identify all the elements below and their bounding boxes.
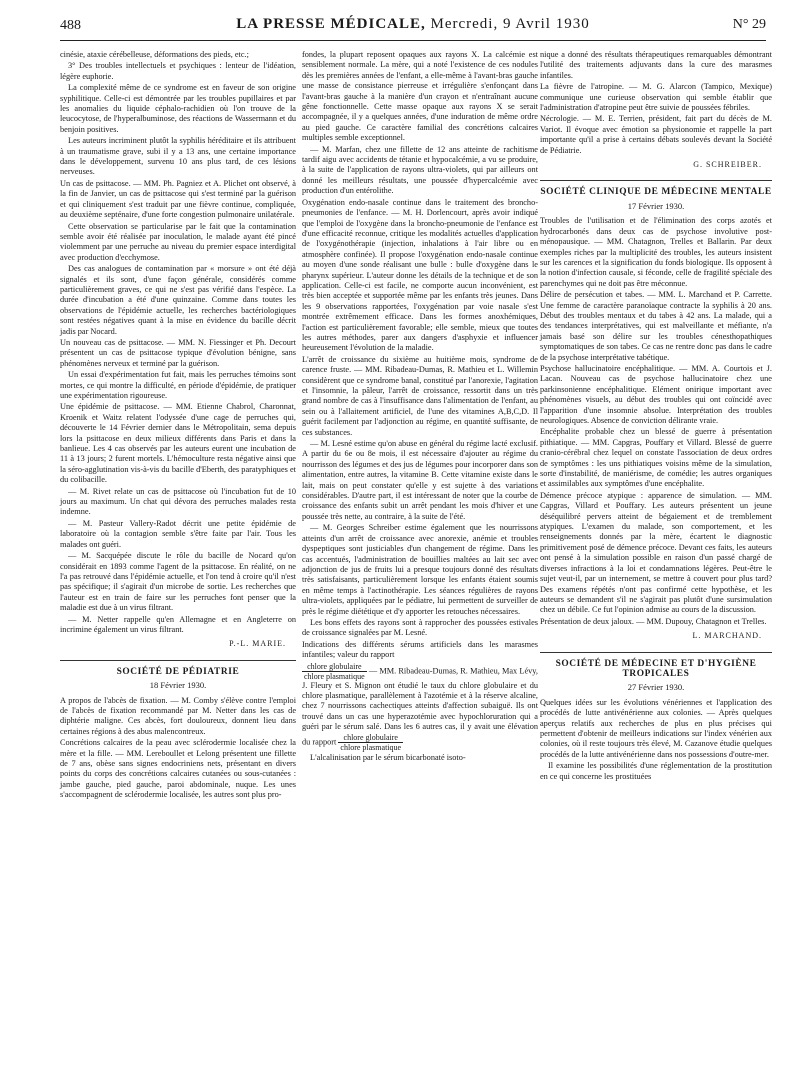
col2-paragraphs <box>302 50 538 661</box>
paragraph: — M. Georges Schreiber estime également que les nourrissons atteints d'un arrêt de croissance avec anorexie, anémie et troubles dyspeptiques sont justiciables d'un changement de régime. Dans les cas accentués, l'administration de bouillies maltées au lait sec avec adjonction de jus de fruits lui a presque toujours donné des résultats très satisfaisants, particulièrement lorsque les enfants étaient soumis en même temps à l'actinothérapie. Les séances régulières de rayons ultra-violets, appliquées par le pédiatre, lui permettent de surveiller de près le régime diététique et d'y apporter les retouches nécessaires. <box>302 523 538 616</box>
journal-title: LA PRESSE MÉDICALE, <box>236 16 426 32</box>
paragraph: Une épidémie de psittacose. — MM. Etienne Chabrol, Charonnat, Kroenik et Waitz relatent l'odyssée d'une cage de perruches qui, découverte le 14 Février dernier dans le Métropolitain, sema depuis lors la psittacose en deux milieux différents dans Paris et dans la banlieue. Les 4 cas observés par les auteurs eurent une incubation de 11 à 13 jours; 2 furent mortels. L'hémoculture resta négative ainsi que la séro-agglutination vis-à-vis du bacille d'Eberth, des paratyphiques et du colibacille. <box>60 402 296 485</box>
signature-marchand: L. MARCHAND. <box>692 631 762 641</box>
paragraph: 3° Des troubles intellectuels et psychiques : lenteur de l'idéation, légère euphorie. <box>60 61 296 81</box>
paragraph: nique a donné des résultats thérapeutiques remarquables démontrant l'utilité des traitements adjuvants dans la cure des marasmes infantiles. <box>540 50 772 80</box>
paragraph: Il examine les possibilités d'une réglementation de la prostitution en ce qui concerne les prostituées <box>540 761 772 781</box>
paragraph: cinésie, ataxie cérébelleuse, déformations des pieds, etc.; <box>60 50 249 59</box>
section-title-tropicales: SOCIÉTÉ DE MÉDECINE ET D'HYGIÈNE TROPICALES <box>540 652 772 680</box>
paragraph: Troubles de l'utilisation et de l'élimination des corps azotés et hydrocarbonés dans deux cas de psychose involutive post-ménopausique. — MM. Chatagnon, Trelles et Ballarin. Par deux exemples riches par la multiplicité des troubles, les auteurs insistent sur les carences et la signification du fonds biologique. Ils opposent à la notion d'infection causale, si féconde, celle de fragilité spéciale des parenchymes qui ne doit pas être méconnue. <box>540 216 772 288</box>
issue-date: Mercredi, 9 Avril 1930 <box>430 16 590 32</box>
signature-schreiber: G. SCHREIBER. <box>693 160 762 170</box>
paragraph: Présentation de deux jaloux. — MM. Dupouy, Chatagnon et Trelles. <box>540 616 767 626</box>
paragraph: La fièvre de l'atropine. — M. G. Alarcon (Tampico, Mexique) communique une curieuse observation qui semble établir que l'administration d'atropine peut être suivie de poussées fébriles. <box>540 82 772 113</box>
paragraph: Les bons effets des rayons sont à rapprocher des poussées estivales de croissance signalées par M. Lesné. <box>302 617 538 638</box>
paragraph: Quelques idées sur les évolutions vénériennes et l'application des procédés de lutte antivénérienne aux colonies. — Après quelques aperçus relatifs aux recherches de plus en plus précises qui permettent d'obtenir de meilleurs indications sur l'index vénérien aux colonies, où il reste toujours très élevé, M. Cazanove étudie quelques procédés de la lutte antivénérienne dans nos possessions d'outre-mer. <box>540 697 772 759</box>
section-date-mentale: 17 Février 1930. <box>627 200 685 211</box>
paragraph: Nécrologie. — M. E. Terrien, président, fait part du décès de M. Variot. Il évoque avec émotion sa physionomie et rappelle la part importante qu'il a prise à certains débats soulevés devant la Société de Pédiatrie. <box>540 114 772 155</box>
ratio-paragraph: $\frac{\text{chlore globulaire}}{\text{chlore plasmatique}}$ — MM. Ribadeau-Dumas, R. Mathieu, Max Lévy, J. Fleury et S. Mignon ont étudié le taux du chlore globulaire et du chlore plasmatique, parallèlement à l'azotémie et à la réserve alcaline, chez 7 nourrissons cachectiques atteints d'affection subaiguë. Ils ont trouvé dans un cas une hyperazotémie avec hypochloruration qui a guéri par le sérum salé. Dans les 6 autres cas, il y avait une élévation du rapport $\frac{\text{chlore globulaire}}{\text{chlore plasmatique}}$ <box>302 661 538 752</box>
ratio-fraction-1: $\frac{\text{chlore globulaire}}{\text{chlore plasmatique}}$ <box>304 661 365 681</box>
paragraph: — M. Rivet relate un cas de psittacose où l'incubation fut de 10 jours au maximum. Un chat qui dévora des perruches malades resta indemne. <box>60 486 296 517</box>
paragraph: Indications des différents sérums artificiels dans les marasmes infantiles; valeur du rapport <box>302 639 538 660</box>
paragraph: — M. Sacquépée discute le rôle du bacille de Nocard qu'on considérait en 1893 comme l'agent de la psittacose. En réalité, on ne l'a pas retrouvé dans l'épidémie actuelle, et l'on tend à croire qu'il n'est pas spécifique; il s'agirait d'un microbe de sortie. Les recherches que l'auteur est en train de faire sur les perruches font penser que la maladie est due à un virus filtrant. <box>60 551 296 613</box>
col3-paragraphs <box>540 50 772 156</box>
paragraph: Démence précoce atypique : apparence de simulation. — MM. Capgras, Villard et Pouffary. Les auteurs présentent un jeune déséquilibré pervers atteint de bégaiement et de tremblement atypiques. L'examen du malade, son comportement, et les renseignements donnés par la mère, écartent le diagnostic primitivement posé de démence précoce. Devant ces faits, les auteurs ont pensé à la simulation possible en raison d'un passé chargé de diverses infractions à la loi et condamnations légères. Peut-être le sujet veut-il, par un internement, se mettre à couvert pour plus tard? Des examens répétés n'ont pas confirmé cette hypothèse, et les auteurs se demandent s'il ne s'agirait pas plutôt d'une sursimulation chez un débile. Ce fut l'opinion admise au cours de la discussion. <box>540 490 772 615</box>
col3b-paragraphs <box>540 216 772 627</box>
paragraph: — M. Lesné estime qu'on abuse en général du régime lacté exclusif. A partir du 6e ou 8e mois, il est nécessaire d'ajouter au régime du nourrisson des légumes et des jus de légumes pour incorporer dans son alimentation, entre autres, la vitamine B. Cette vitamine existe dans le lait, mais on peut constater qu'elle y est sujette à des variations considérables. D'autre part, il est intéressant de noter que la courbe de croissance des enfants subit un arrêt pendant les mois d'hiver et une poussée très nette, au contraire, à la suite de l'été. <box>302 439 538 521</box>
ratio-fraction-2: $\frac{\text{chlore globulaire}}{\text{chlore plasmatique}}$ <box>340 732 402 752</box>
paragraph: Un nouveau cas de psittacose. — MM. N. Fiessinger et Ph. Decourt présentent un cas de psittacose typique d'évolution bénigne, sans phénomènes nerveux et terminé par la guérison. <box>60 337 296 368</box>
paragraph: Encéphalite probable chez un blessé de guerre à présentation pithiatique. — MM. Capgras, Pouffary et Villard. Blessé de guerre cranio-cérébral chez lequel on constate l'association de deux ordres de symptômes : les uns pithiatiques voisins même de la simulation, sorte d'instabilité, de maniérisme, de comédie; les autres organiques et assimilables aux symptômes d'une encéphalite. <box>540 427 772 489</box>
paragraph: fondes, la plupart reposent opaques aux rayons X. La calcémie est sensiblement normale. La mère, qui a noté l'existence de ces nodules dès les premières années de l'enfant, a elle-même à l'avant-bras gauche une masse de consistance pierreuse et irrégulière s'enfonçant dans l'avant-bras gauche à la manière d'un crayon et n'entraînant aucune gêne fonctionnelle. Cette masse opaque aux rayons X se serait accompagnée, il y a quelques années, d'une induration de même ordre au pied gauche. Ce caractère familial des concrétions calcaires multiples semble exceptionnel. <box>302 50 538 143</box>
column-3 <box>540 50 772 783</box>
paragraph: Oxygénation endo-nasale continue dans le traitement des broncho-pneumonies de l'enfance. — M. H. Dorlencourt, après avoir indiqué que l'emploi de l'oxygène dans la broncho-pneumonie de l'enfance est d'une efficacité reconnue, critique les modalités actuelles d'application de l'oxygénothérapie (injection, inhalations à l'air libre ou en atmosphère confinée). Il propose l'oxygénation endo-nasale continue au moyen d'une sonde réalisant une bulle : bulle d'oxygène dans le pharynx supérieur. L'auteur donne les détails de la technique et de son application. Celle-ci est facile, ne comporte aucun inconvénient, est très bien acceptée et supportée même par les enfants très jeunes. Dans les 9 observations rapportées, l'oxygénation par voie nasale s'est montrée extrêmement efficace. Dans les formes anoxhémiques, l'action est particulièrement favorable; elle semble, mieux que toutes les autres méthodes, parer aux dangers d'asphyxie et influencer heureusement l'évolution de la maladie. <box>302 197 538 353</box>
col1-paragraphs <box>60 50 296 635</box>
column-2 <box>302 50 538 764</box>
paragraph: Les auteurs incriminent plutôt la syphilis héréditaire et ils attribuent à un traumatisme grave, subi il y a 13 ans, une certaine importance dans le développement, survenu 10 ans plus tard, de ces lésions nerveuses. <box>60 136 296 177</box>
paragraph: Délire de persécution et tabes. — MM. L. Marchand et P. Carrette. Une femme de caractère paranoïaque contracte la syphilis à 20 ans. Début des troubles mentaux et du tabes à 42 ans. La malade, qui a des tendances interprétatives, qui est malveillante et méfiante, n'a jamais basé son délire sur les troubles cénesthopathiques symptomatiques de son tabes. Ce cas ne rentre donc pas dans le cadre de la psychose interprétative tabétique. <box>540 290 772 362</box>
signature-marie: P.-L. MARIE. <box>229 639 286 649</box>
paragraph: Psychose hallucinatoire encéphalitique. — MM. A. Courtois et J. Lacan. Nouveau cas de psychose hallucinatoire chez une parkinsonienne encéphalitique. Elément onirique important avec phénomènes visuels, au début des troubles qui ont coïncidé avec l'apparition d'une insomnie absolue. Interprétation des troubles neurologiques. Absence de conviction délirante vraie. <box>540 363 772 425</box>
col1b-paragraphs <box>60 696 296 801</box>
page-header <box>60 14 766 41</box>
paragraph: Des cas analogues de contamination par « morsure » ont été déjà signalés et ils sont, d'une façon générale, considérés comme particulièrement graves, ce qui ne s'est pas vérifié dans l'espèce. La durée d'incubation a été d'une quinzaine. Comme dans toutes les observations de l'épidémie actuelle, les recherches bactériologiques sont restées négatives quant à la mise en évidence du bacille décrit jadis par Nocard. <box>60 264 296 336</box>
paragraph: A propos de l'abcès de fixation. — M. Comby s'élève contre l'emploi de l'abcès de fixation recommandé par M. Netter dans les cas de diphtérie maligne. Ces abcès, fort douloureux, donnent lieu dans certaines régions à des abus malencontreux. <box>60 695 296 736</box>
page-number: 488 <box>60 18 81 33</box>
section-title-mentale: SOCIÉTÉ CLINIQUE DE MÉDECINE MENTALE <box>540 180 772 197</box>
paragraph: La complexité même de ce syndrome est en faveur de son origine syphilitique. Celle-ci est démontrée par les troubles pupillaires et par les anomalies du liquide céphalo-rachidien où l'on trouve de la leucocytose, de l'hyperalbuminose, des réactions de Wassermann et du benjoin positives. <box>60 83 296 134</box>
issue-number: N° 29 <box>732 17 766 32</box>
col3c-paragraphs <box>540 698 772 782</box>
column-1 <box>60 50 296 802</box>
col2-last-line: L'alcalinisation par le sérum bicarbonaté isoto- <box>310 752 466 762</box>
section-date-pediatrie: 18 Février 1930. <box>149 680 207 691</box>
paragraph: — M. Netter rappelle qu'en Allemagne et en Angleterre on incrimine également un virus filtrant. <box>60 614 296 634</box>
paragraph: L'arrêt de croissance du sixième au huitième mois, syndrome de carence fruste. — MM. Ribadeau-Dumas, R. Mathieu et L. Willemin considèrent que ce syndrome banal, constitué par l'anorexie, l'agitation et l'insomnie, la pâleur, l'arrêt de croissance, ressortit dans un très grand nombre de cas à l'insuffisance dans l'alimentation de l'enfant, au sein ou à l'allaitement artificiel, de l'une des vitamines A,B,C,D. Il guérit facilement par l'adjonction au régime, en quantité suffisante, de ces substances. <box>302 354 538 437</box>
paragraph: Un essai d'expérimentation fut fait, mais les perruches témoins sont mortes, ce qui montre la difficulté, en période d'épidémie, de pratiquer une expérimentation rigoureuse. <box>60 370 296 400</box>
paragraph: Un cas de psittacose. — MM. Ph. Pagniez et A. Plichet ont observé, à la fin de Janvier, un cas de psittacose qui s'est terminé par la guérison et qui cliniquement s'est traduit par une fièvre continue, compliquée, au deuxième septénaire, d'une forte congestion pulmonaire unilatérale. <box>60 178 296 220</box>
paragraph: — M. Pasteur Vallery-Radot décrit une petite épidémie de laboratoire où la contagion semble s'être faite par l'air. Tous les malades ont guéri. <box>60 518 296 549</box>
paragraph: — M. Marfan, chez une fillette de 12 ans atteinte de rachitisme tardif aigu avec accidents de tétanie et hypocalcémie, a vu se produire, à la suite de l'application de rayons ultra-violets, qui par ailleurs ont donné les meilleurs résultats, une poussée d'hypercalcémie avec production d'un entérolithe. <box>302 144 538 196</box>
paragraph: Cette observation se particularise par le fait que la contamination semble avoir été réalisée par inoculation, le malade ayant été pincé violemment par une perruche au niveau du premier espace interdigital avec production d'ecchymose. <box>60 221 296 262</box>
paragraph: Concrétions calcaires de la peau avec sclérodermie localisée chez la mère et la fille. — MM. Lereboullet et Lelong présentent une fillette de 7 ans, obèse sans signes endocriniens nets, présentant en divers points du corps des concrétions calcaires cutanées ou sous-cutanées : jambe gauche, pied gauche, paroi abdominale, nuque. Les unes s'accompagnent de sclérodermie localisée, les autres sont plus pro- <box>60 738 296 800</box>
section-title-pediatrie: SOCIÉTÉ DE PÉDIATRIE <box>60 660 296 677</box>
section-date-tropicales: 27 Février 1930. <box>627 682 685 693</box>
